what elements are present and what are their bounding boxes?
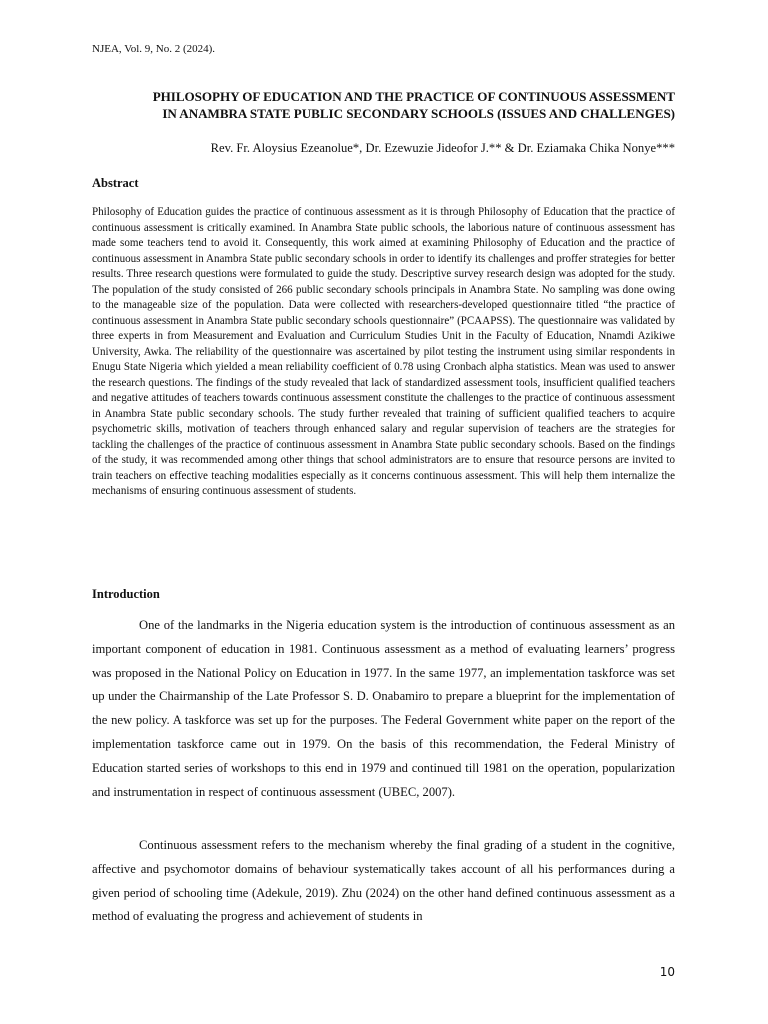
paper-title <box>92 88 675 122</box>
paper-title-line-1: PHILOSOPHY OF EDUCATION AND THE PRACTICE OF CONTINUOUS ASSESSMENT <box>152 89 675 104</box>
page-number: 10 <box>659 965 675 979</box>
running-header: NJEA, Vol. 9, No. 2 (2024). <box>92 43 216 55</box>
paper-title-line-2: IN ANAMBRA STATE PUBLIC SECONDARY SCHOOLS (ISSUES AND CHALLENGES) <box>162 106 675 121</box>
abstract-body: Philosophy of Education guides the practice of continuous assessment as it is through Philosophy of Education that the practice of continuous assessment is critically examined. In Anambra State public schools, the laborious nature of continuous assessment has made some teachers tend to avoid it. Consequently, this work aimed at examining Philosophy of Education and the practice of continuous assessment in Anambra State public secondary schools in order to identify its challenges and proffer strategies for better results. Three research questions were formulated to guide the study. Descriptive survey research design was adopted for the study. The population of the study consisted of 266 public secondary schools principals in Anambra State. No sampling was done owing to the manageable size of the population. Data were collected with researchers-developed questionnaire titled “the practice of continuous assessment in Anambra State public secondary schools questionnaire” (PCAAPSS). The questionnaire was validated by three experts in from Measurement and Evaluation and Curriculum Studies Unit in the Faculty of Education, Nnamdi Azikiwe University, Awka. The reliability of the questionnaire was ascertained by pilot testing the instrument using similar respondents in Enugu State Nigeria which yielded a mean reliability coefficient of 0.78 using Cronbach alpha statistics. Mean was used to answer the research questions. The findings of the study revealed that lack of standardized assessment tools, insufficient qualified teachers and negative attitudes of teachers towards continuous assessment constitute the challenges to the practice of continuous assessment in Anambra State public secondary schools. The study further revealed that training of sufficient qualified teachers to acquire psychometric skills, motivation of teachers through enhanced salary and regular supervision of teachers are the strategies for tackling the challenges of the practice of continuous assessment in Anambra State public secondary schools. Based on the findings of the study, it was recommended among other things that school administrators are to ensure that resource persons are invited to train teachers on effective teaching modalities especially as it concerns continuous assessment. This will help them internalize the mechanisms of ensuring continuous assessment of students. <box>92 206 675 497</box>
introduction-heading: Introduction <box>92 587 160 601</box>
abstract-heading: Abstract <box>92 176 139 190</box>
author-list: Rev. Fr. Aloysius Ezeanolue*, Dr. Ezewuzie Jideofor J.** & Dr. Eziamaka Chika Nonye*** <box>210 141 675 155</box>
introduction-paragraph-1: One of the landmarks in the Nigeria education system is the introduction of continuous assessment as an important component of education in 1981. Continuous assessment as a method of evaluating learners’ progress was proposed in the National Policy on Education in 1977. In the same 1977, an implementation taskforce was set up under the Chairmanship of the Late Professor S. D. Onabamiro to prepare a blueprint for the implementation of the new policy. A taskforce was set up for the purposes. The Federal Government white paper on the report of the implementation taskforce came out in 1979. On the basis of this recommendation, the Federal Ministry of Education started series of workshops to this end in 1979 and continued till 1981 on the operation, popularization and instrumentation in respect of continuous assessment (UBEC, 2007). <box>92 618 675 799</box>
introduction-paragraph-2: Continuous assessment refers to the mechanism whereby the final grading of a student in the cognitive, affective and psychomotor domains of behaviour systematically takes account of all his performances during a given period of schooling time (Adekule, 2019). Zhu (2024) on the other hand defined continuous assessment as a method of evaluating the progress and achievement of students in <box>92 838 675 924</box>
